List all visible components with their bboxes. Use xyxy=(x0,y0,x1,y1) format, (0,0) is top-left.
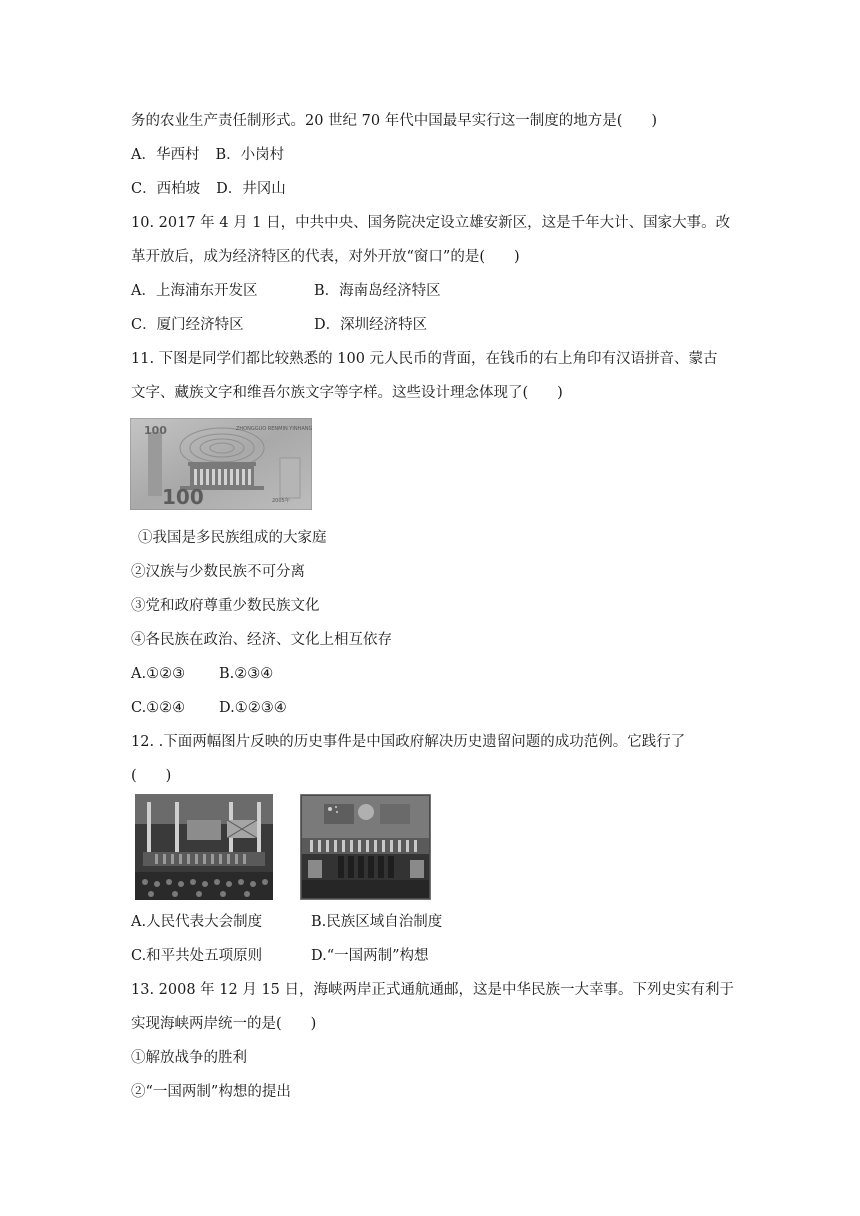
q12-stem-line2: ( ) xyxy=(131,768,172,784)
q12-option-a: A.人民代表大会制度 xyxy=(131,914,263,930)
q9-option-a: A．华西村 xyxy=(131,147,200,163)
q11-options-ab xyxy=(131,664,273,684)
q9-stem-tail: 务的农业生产责任制形式。20 世纪 70 年代中国最早实行这一制度的地方是( ) xyxy=(131,113,658,129)
q10-option-c: C．厦门经济特区 xyxy=(131,317,244,333)
banknote-image xyxy=(130,418,312,510)
q10-option-a: A．上海浦东开发区 xyxy=(131,283,258,299)
banknote-big-number: 100 xyxy=(162,485,204,509)
q11-options-cd xyxy=(131,698,287,718)
q11-stem-line2: 文字、藏族文字和维吾尔族文字等字样。这些设计理念体现了( ) xyxy=(131,385,563,401)
q9-option-d: D．井冈山 xyxy=(216,181,286,197)
q12-options-cd xyxy=(131,946,429,966)
q9-options-ab xyxy=(131,145,284,165)
q10-option-d: D．深圳经济特区 xyxy=(314,317,428,333)
q13-stem-line2: 实现海峡两岸统一的是( ) xyxy=(131,1016,317,1032)
q11-option-c: C.①②④ xyxy=(131,700,186,716)
q12-options-ab xyxy=(131,912,442,932)
banknote-year: 2005年 xyxy=(272,498,290,504)
q11-option-d: D.①②③④ xyxy=(219,700,287,716)
q11-option-b: B.②③④ xyxy=(219,666,274,682)
q10-option-b: B．海南岛经济特区 xyxy=(314,283,441,299)
q11-stem-line1: 11. 下图是同学们都比较熟悉的 100 元人民币的背面，在钱币的右上角印有汉语拼音、蒙古 xyxy=(131,351,718,367)
q11-option-a: A.①②③ xyxy=(131,666,186,682)
q10-stem-line2: 革开放后，成为经济特区的代表，对外开放“窗口”的是( ) xyxy=(131,249,520,265)
q9-option-c: C．西柏坡 xyxy=(131,181,201,197)
q12-stem-line1: 12. .下面两幅图片反映的历史事件是中国政府解决历史遗留问题的成功范例。它践行了 xyxy=(131,734,686,750)
handover-ceremony-photo-1 xyxy=(135,794,273,900)
q10-options-ab xyxy=(131,281,441,301)
q12-option-b: B.民族区域自治制度 xyxy=(311,914,443,930)
q11-statement-3: ③党和政府尊重少数民族文化 xyxy=(131,598,320,614)
q10-options-cd xyxy=(131,315,427,335)
q10-stem-line1: 10. 2017 年 4 月 1 日，中共中央、国务院决定设立雄安新区，这是千年大计、国家大事。改 xyxy=(131,215,731,231)
q11-statement-1: ①我国是多民族组成的大家庭 xyxy=(138,530,327,546)
handover-ceremony-photo-2 xyxy=(300,794,431,900)
q12-option-d: D.“一国两制”构想 xyxy=(311,948,429,964)
q13-statement-1: ①解放战争的胜利 xyxy=(131,1050,247,1066)
q11-statement-4: ④各民族在政治、经济、文化上相互依存 xyxy=(131,632,392,648)
banknote-left-number: 100 xyxy=(144,424,167,437)
q11-statement-2: ②汉族与少数民族不可分离 xyxy=(131,564,305,580)
q9-option-b: B．小岗村 xyxy=(215,147,285,163)
banknote-pinyin: ZHONGGUO RENMIN YINHANG xyxy=(236,426,312,432)
q9-options-cd xyxy=(131,179,286,199)
q13-statement-2: ②“一国两制”构想的提出 xyxy=(131,1084,291,1100)
q12-option-c: C.和平共处五项原则 xyxy=(131,948,263,964)
q13-stem-line1: 13. 2008 年 12 月 15 日，海峡两岸正式通航通邮，这是中华民族一大幸事。下列史实有利于 xyxy=(131,982,735,998)
